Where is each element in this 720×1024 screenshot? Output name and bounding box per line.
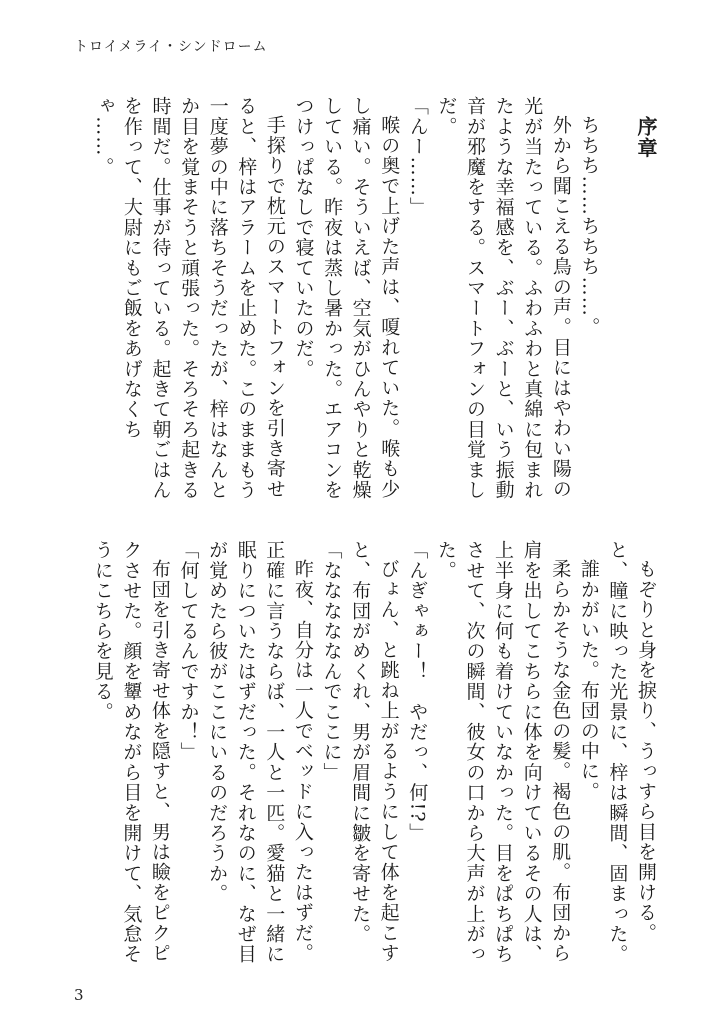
paragraph: 誰かがいた。布団の中に。 <box>577 559 600 802</box>
dialogue-line: 「んー……」 <box>406 96 429 218</box>
text-band-top <box>70 96 660 516</box>
paragraph: 柔らかそうな金色の髪。褐色の肌。布団から肩を出してこちらに体を向けているその人は、上半身に何も着けていなかった。目をぱちぱちさせて、次の瞬間、彼女の口から大声が上がった。 <box>434 540 572 965</box>
paragraph: もぞりと身を捩り、うっすら目を開ける。と、瞳に映った光景に、梓は瞬間、固まった。 <box>606 540 657 965</box>
chapter-title: 序章 <box>634 116 658 159</box>
dialogue-line: 「何してるんですか！」 <box>177 540 200 763</box>
running-title: トロイメライ・シンドローム <box>74 39 268 55</box>
dialogue-line: 「なななななんでここに」 <box>320 540 343 783</box>
text-band-bottom <box>70 540 660 970</box>
paragraph: ちちち……ちちち……。 <box>578 115 601 338</box>
paragraph: びょん、と跳ね上がるようにして体を起こすと、布団がめくれ、男が眉間に皺を寄せた。 <box>349 540 400 963</box>
paragraph: 布団を引き寄せ体を隠すと、男は瞼をピクピクさせた。顔を顰めながら目を開けて、気怠そうにこちらを見る。 <box>91 540 171 965</box>
page-number: 3 <box>74 986 84 1004</box>
paragraph: 外から聞こえる鳥の声。目にはやわい陽の光が当たっている。ふわふわと真綿に包まれたような幸福感を、ぶー、ぶーと、いう振動音が邪魔をする。スマートフォンの目覚ましだ。 <box>435 96 572 500</box>
paragraph: 喉の奥で上げた声は、嗄れていた。喉も少し痛い。そういえば、空気がひんやりと乾燥している。昨夜は蒸し暑かった。エアコンをつけっぱなしで寝ていたのだ。 <box>292 96 401 500</box>
paragraph: 手探りで枕元のスマートフォンを引き寄せると、梓はアラームを止めた。このままもう一度夢の中に落ちそうだったが、梓はなんとか目を覚まそうと頑張った。そろそろ起きる時間だ。仕事が待っている。起きて朝ごはんを作って、大尉にもご飯をあげなくちゃ……。 <box>92 96 286 500</box>
dialogue-line: 「んぎゃぁー！ やだっ、何!?」 <box>406 540 429 844</box>
paragraph: 昨夜、自分は一人でベッドに入ったはずだ。正確に言うならば、一人と一匹。愛猫と一緒に眠りについたはずだった。それなのに、なぜ目が覚めたら彼がここにいるのだろうか。 <box>206 540 314 965</box>
